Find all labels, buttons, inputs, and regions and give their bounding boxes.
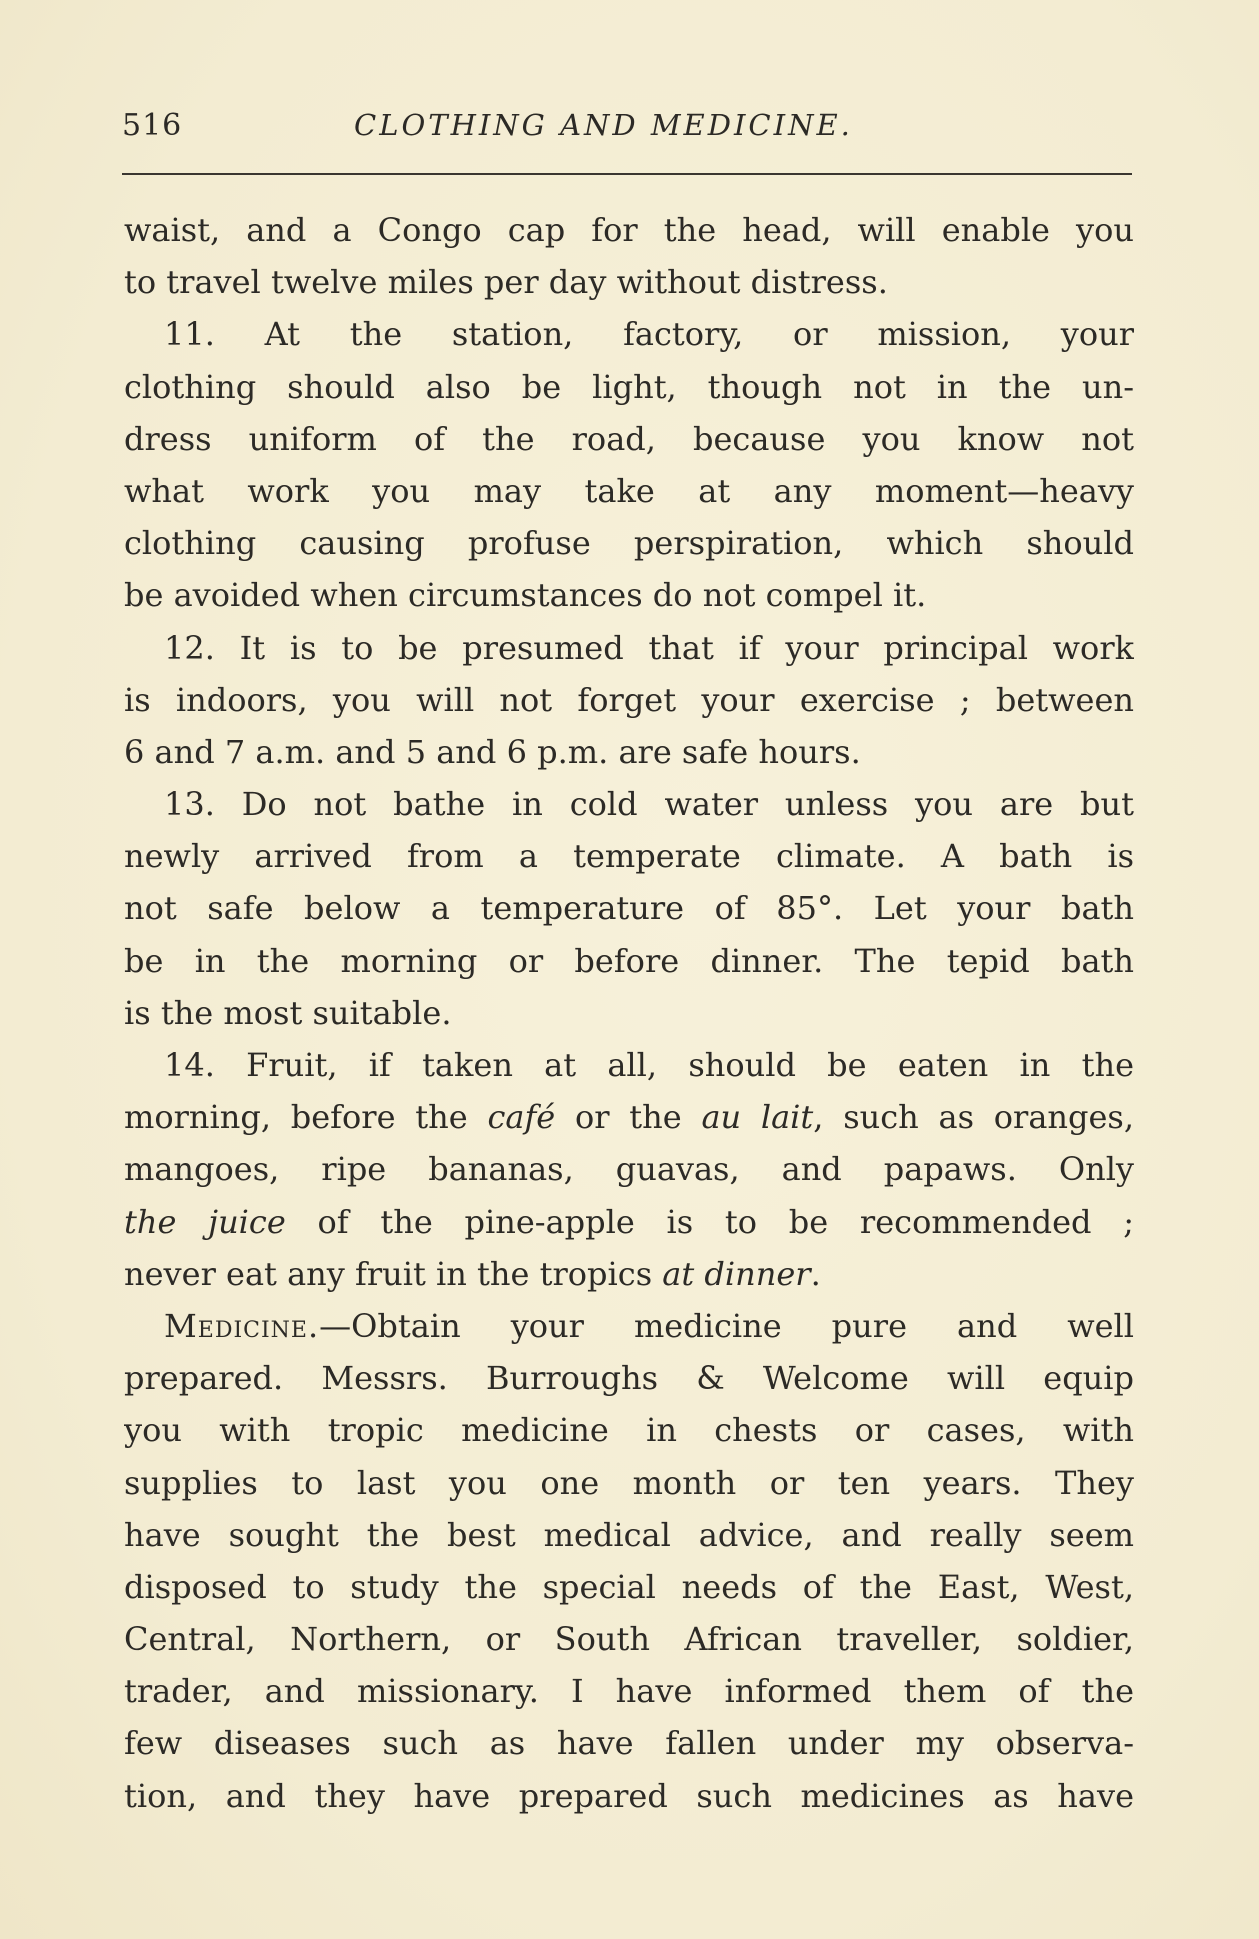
text-line: be in the morning or before dinner. The tepid bath <box>124 941 1134 980</box>
italic-run: café <box>487 1098 556 1137</box>
text-line: waist, and a Congo cap for the head, will enable you <box>124 211 1134 249</box>
page-header <box>122 108 1132 160</box>
text-line: trader, and missionary. I have informed them of the <box>124 1672 1134 1711</box>
text-run: of the pine-apple is to be recommended ; <box>285 1202 1134 1241</box>
text-line: mangoes, ripe bananas, guavas, and papaws. Only <box>124 1150 1134 1189</box>
text-run: morning, before the <box>124 1098 488 1137</box>
text-line: prepared. Messrs. Burroughs & Welcome will equip <box>124 1359 1134 1398</box>
text-line: have sought the best medical advice, and really seem <box>124 1515 1134 1554</box>
italic-run: the juice <box>124 1202 286 1241</box>
text-line: disposed to study the special needs of the East, West, <box>124 1567 1134 1606</box>
running-title: CLOTHING AND MEDICINE. <box>354 108 853 142</box>
italic-run: au lait <box>701 1098 814 1137</box>
text-line: newly arrived from a temperate climate. A bath is <box>124 837 1134 876</box>
text-line: you with tropic medicine in chests or cases, with <box>124 1411 1134 1450</box>
text-line <box>124 1091 1134 1143</box>
text-line: to travel twelve miles per day without distress. <box>124 263 888 302</box>
text-run: —Obtain your medicine pure and well <box>319 1306 1134 1345</box>
text-run: . <box>810 1254 821 1293</box>
text-line: is the most suitable. <box>124 993 452 1032</box>
body-text <box>124 204 1134 1822</box>
text-line: 12. It is to be presumed that if your principal work <box>164 628 1134 667</box>
text-line: 14. Fruit, if taken at all, should be eaten in the <box>164 1046 1134 1084</box>
text-line <box>124 1248 1134 1300</box>
text-line: not safe below a temperature of 85°. Let your bath <box>124 889 1134 928</box>
text-line <box>124 1196 1134 1248</box>
italic-run: at dinner <box>662 1254 811 1293</box>
text-line: what work you may take at any moment—heavy <box>124 471 1134 510</box>
section-lead: Medicine. <box>164 1306 320 1345</box>
text-line <box>124 1300 1134 1352</box>
text-line: 11. At the station, factory, or mission, your <box>164 315 1134 354</box>
text-line: 13. Do not bathe in cold water unless you are but <box>164 785 1134 824</box>
text-line: Central, Northern, or South African traveller, soldier, <box>124 1620 1134 1659</box>
text-line: dress uniform of the road, because you know not <box>124 419 1134 458</box>
text-line: is indoors, you will not forget your exercise ; between <box>124 680 1134 719</box>
text-run: , such as oranges, <box>813 1098 1134 1137</box>
text-run: never eat any fruit in the tropics <box>124 1254 663 1293</box>
text-run: or the <box>555 1098 702 1137</box>
text-line: few diseases such as have fallen under my observa- <box>124 1724 1134 1763</box>
text-line: clothing should also be light, though not in the un- <box>124 367 1134 406</box>
text-line: 6 and 7 a.m. and 5 and 6 p.m. are safe hours. <box>124 732 861 771</box>
page-number: 516 <box>122 108 183 143</box>
header-rule <box>122 173 1132 175</box>
text-line: be avoided when circumstances do not compel it. <box>124 576 927 615</box>
text-line: supplies to last you one month or ten years. They <box>124 1463 1134 1502</box>
text-line: clothing causing profuse perspiration, which should <box>124 524 1134 563</box>
text-line: tion, and they have prepared such medicines as have <box>124 1776 1134 1815</box>
